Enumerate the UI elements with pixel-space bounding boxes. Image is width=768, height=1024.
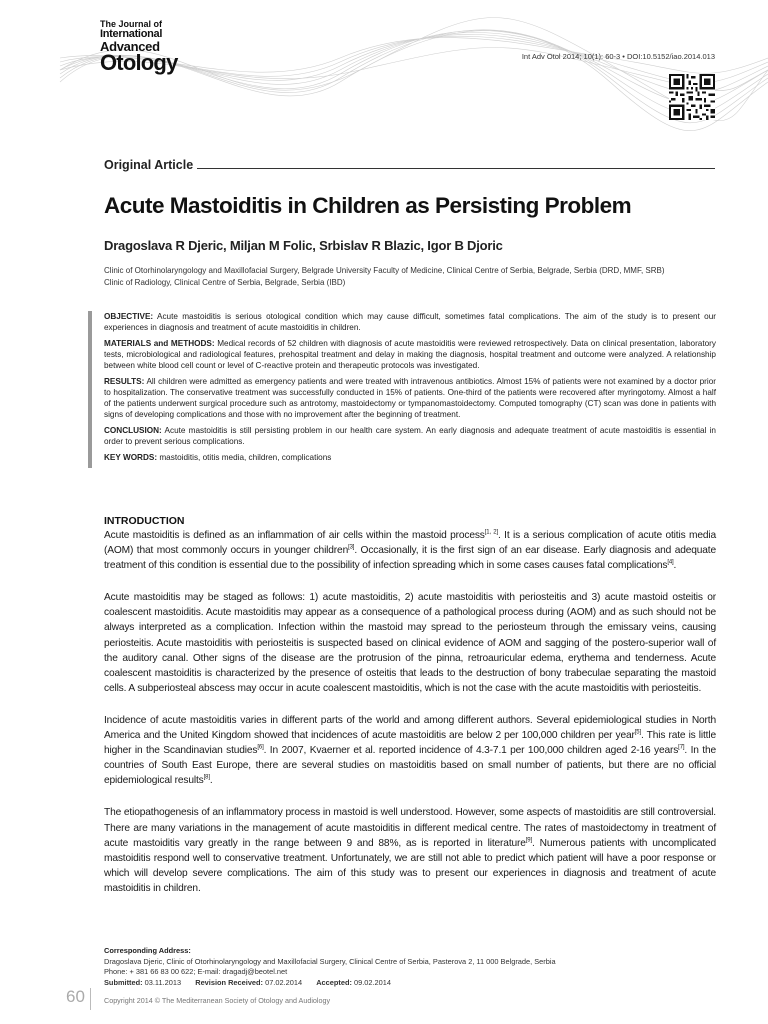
journal-logo: [100, 20, 178, 74]
reference-marker[interactable]: [9]: [525, 837, 533, 844]
section-label: [104, 158, 715, 172]
body-paragraph-3: [104, 713, 716, 788]
body-paragraph-4: [104, 805, 716, 896]
logo-line-2: International: [100, 28, 163, 40]
objective-text: Acute mastoiditis is serious otological condition which may cause difficult, sometimes fatal complications. The aim of the study is to present our experiences in diagnosis and treatment of acute mastoiditis in children.: [104, 312, 716, 332]
reference-marker[interactable]: [7]: [678, 744, 685, 751]
body-paragraph-2: Acute mastoiditis may be staged as follows: 1) acute mastoiditis, 2) acute mastoiditis with periosteitis and 3) acute mastoid osteitis or coalescent mastoiditis. Acute mastoiditis may appear as a consequence of a pathological process during (AOM) and as such should not be always interpreted as a complication. Infection within the mastoid may spread to the periosteum through the emissary veins, causing periosteitis. Acute mastoiditis with periosteitis is suspected based on clinical evidence of AOM and sagging of the postero-superior wall of the auditory canal. Other signs of the disease are the protrusion of the pinna, retroauricular edema, erythema and tenderness. Acute coalescent mastoiditis is characterized by the presence of osteitis that leads to the destruction of bony trabeculae separating the mastoid cells. A subperiosteal abscess may occur in acute coalescent mastoiditis, which is not the case with the acute mastoiditis with periosteitis.: [104, 592, 716, 694]
methods-label: MATERIALS and METHODS:: [104, 339, 215, 348]
abstract-conclusion: [104, 425, 716, 447]
p3-text-c: . In 2007, Kvaerner et al. reported incidence of 4.3-7.1 per 100,000 children aged 2-16 years: [263, 745, 679, 757]
corresponding-label: Corresponding Address:: [104, 946, 191, 955]
article-body: [104, 515, 716, 913]
p1-text-c: . Occasionally, it is the first sign of an ear disease. Early diagnosis and adequate treatment of this condition is essential due to the possibility of infection spreading which in some cases causes fatal complications: [104, 545, 716, 572]
keywords-label: KEY WORDS:: [104, 453, 158, 462]
results-text: All children were admitted as emergency patients and were treated with intravenous antibiotics. Almost 15% of patients were not examined by a doctor prior to hospitalization. The conservative treatment was successfully conducted in 15% of patients. One-third of the patients were recovered after myringotomy. Almost a half of the patients underwent surgical procedure such as antrotomy, mastoidectomy or tympanomastoidectomy. Computed tomography (CT) scan was done in patients with signs of developing complications and those with no improvement after the beginning of treatment.: [104, 377, 716, 419]
p4-text-a: The etiopathogenesis of an inflammatory process in mastoid is well understood. However, some aspects of mastoiditis are still controversial. There are many variations in the management of acute mastoiditis in different medical centre. The rates of mastoidectomy in treatment of acute mastoiditis vary greatly in the range between 9 and 88%, as is reported in literature: [104, 807, 716, 849]
reference-marker[interactable]: [3]: [348, 544, 355, 551]
logo-line-4: Otology: [100, 50, 178, 75]
p3-text-e: .: [209, 775, 213, 787]
keywords-text: mastoiditis, otitis media, children, complications: [159, 453, 332, 462]
citation-line: Int Adv Otol 2014; 10(1): 60-3 • DOI:10.5152/iao.2014.013: [521, 52, 715, 61]
revision-date: 07.02.2014: [265, 977, 303, 987]
p3-text-b: . This rate is little higher in the Scandinavian studies: [104, 730, 716, 757]
reference-marker[interactable]: [4]: [667, 559, 674, 566]
accepted-date: 09.02.2014: [354, 977, 391, 987]
submitted-date: 03.11.2013: [144, 977, 182, 987]
methods-text: Medical records of 52 children with diagnosis of acute mastoiditis were reviewed retrospectively. Data on clinical presentation, laboratory tests, microbiological and radiological features, prehospital treatment and delay in making the diagnosis, hospital treatment and outcome were analyzed. A relationship between white blood cell count or level of C-reactive protein and therapeutic protocols was investigated.: [104, 339, 717, 370]
corresponding-address: Dragoslava Djeric, Clinic of Otorhinolaryngology and Maxillofacial Surgery, Clinical Centre of Serbia, Pasterova 2, 11 000 Belgrade, Serbia: [104, 956, 556, 966]
author-list: Dragoslava R Djeric, Miljan M Folic, Srbislav R Blazic, Igor B Djoric: [104, 238, 503, 253]
p4-text-b: . Numerous patients with uncomplicated mastoiditis respond well to conservative treatment. Unfortunately, we are still not able to predict which patient will have a poor response or which will develop severe complications. The aim of this study was to present our experiences in diagnosis and treatment of acute mastoiditis in children.: [104, 837, 716, 894]
reference-marker[interactable]: [8]: [203, 774, 210, 781]
p1-text-b: . It is a serious complication of acute otitis media (AOM) that most commonly occurs in younger children: [104, 530, 716, 557]
manuscript-dates: [104, 978, 716, 989]
results-label: RESULTS:: [104, 377, 145, 386]
reference-marker[interactable]: [5]: [634, 729, 642, 736]
qr-code-icon: [669, 74, 715, 120]
affiliations: [104, 265, 716, 288]
corresponding-address-block: [104, 946, 716, 988]
section-label-text: Original Article: [104, 158, 194, 172]
conclusion-text: Acute mastoiditis is still persisting problem in our health care system. An early diagnosis and adequate treatment of acute mastoiditis is essential in order to prevent serious complications.: [104, 426, 716, 446]
logo-line-1: The Journal of: [100, 19, 163, 29]
page-number: 60: [66, 987, 85, 1006]
abstract-objective: [104, 311, 716, 333]
p1-text-d: .: [673, 560, 677, 572]
abstract-results: [104, 376, 716, 420]
revision-label: Revision Received:: [195, 977, 264, 987]
abstract-box: [88, 311, 716, 468]
accepted-label: Accepted:: [316, 977, 352, 987]
conclusion-label: CONCLUSION:: [104, 426, 162, 435]
objective-label: OBJECTIVE:: [104, 312, 154, 321]
section-rule: [197, 168, 715, 169]
footer-divider: [90, 988, 91, 1010]
submitted-label: Submitted:: [104, 977, 143, 987]
reference-marker[interactable]: [1, 2]: [484, 529, 498, 536]
intro-heading: INTRODUCTION: [104, 515, 185, 527]
p3-text-d: . In the countries of South East Europe, there are several studies on mastoiditis based on small number of patients, but there are no official epidemiological results: [104, 745, 716, 787]
p3-text-a: Incidence of acute mastoiditis varies in different parts of the world and among different authors. Several epidemiological studies in North America and the United Kingdom showed that incidences of acute mastoiditis are below 2 per 100,000 children per year: [104, 714, 716, 742]
article-title: Acute Mastoiditis in Children as Persisting Problem: [104, 193, 632, 218]
logo-line-3: Advanced: [100, 39, 160, 54]
copyright-line: Copyright 2014 © The Mediterranean Society of Otology and Audiology: [104, 996, 331, 1005]
body-paragraph-1: [104, 528, 716, 573]
affiliation-2: Clinic of Radiology, Clinical Centre of Serbia, Belgrade, Serbia (IBD): [104, 277, 346, 287]
corresponding-contact: Phone: + 381 66 83 00 622; E-mail: dragadj@beotel.net: [104, 967, 288, 976]
abstract-keywords: [104, 452, 716, 463]
affiliation-1: Clinic of Otorhinolaryngology and Maxillofacial Surgery, Belgrade University Faculty of Medicine, Clinical Centre of Serbia, Belgrade, Serbia (DRD, MMF, SRB): [104, 266, 665, 275]
reference-marker[interactable]: [6]: [257, 744, 264, 751]
abstract-methods: [104, 338, 716, 371]
p1-text-a: Acute mastoiditis is defined as an inflammation of air cells within the mastoid process: [104, 530, 485, 541]
